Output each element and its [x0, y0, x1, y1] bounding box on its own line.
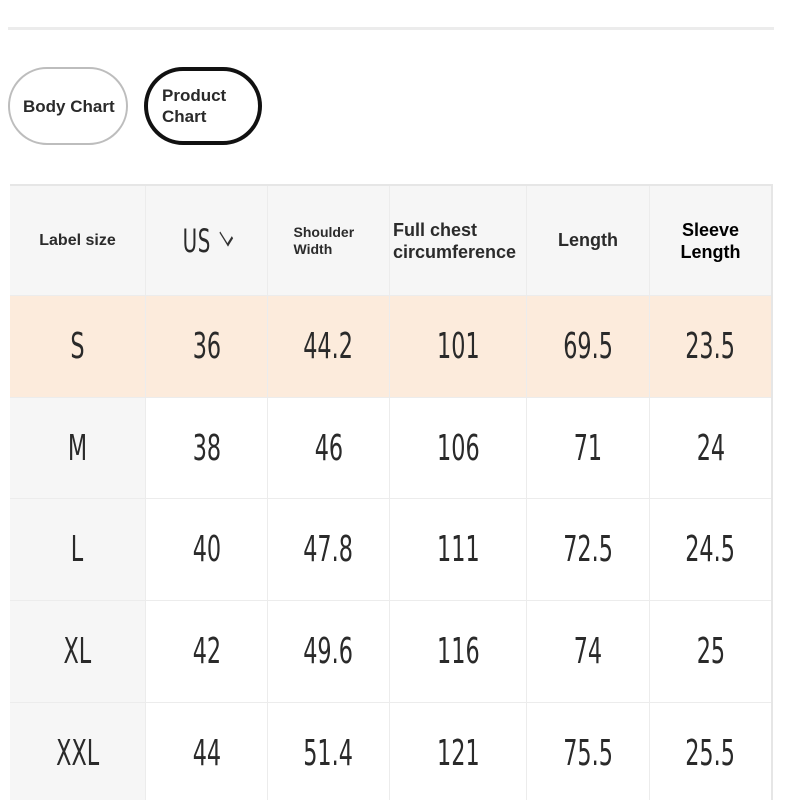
- header-length-text: Length: [558, 230, 618, 250]
- tab-body-chart[interactable]: [8, 67, 128, 145]
- cell-value: XL: [63, 631, 92, 672]
- cell-value: 101: [436, 326, 480, 367]
- table-cell-chest: [390, 296, 527, 398]
- table-cell-us: [146, 703, 268, 800]
- cell-value: 38: [192, 427, 221, 469]
- table-cell-us: [146, 499, 268, 601]
- table-cell-sleeve: [650, 296, 771, 398]
- tab-product-chart[interactable]: [144, 67, 262, 145]
- cell-value: 44: [192, 733, 221, 774]
- table-cell-size: [10, 398, 146, 499]
- cell-value: 116: [436, 631, 480, 672]
- table-cell-size: [10, 499, 146, 601]
- table-cell-size: [10, 703, 146, 800]
- unit-selector-label: US: [182, 221, 212, 260]
- unit-selector[interactable]: [146, 186, 268, 296]
- cell-value: 44.2: [303, 326, 354, 367]
- cell-value: 111: [436, 529, 480, 570]
- table-cell-chest: [390, 398, 527, 499]
- cell-value: 24.5: [685, 529, 736, 570]
- cell-value: 106: [436, 427, 480, 469]
- cell-value: XXL: [55, 733, 100, 774]
- table-cell-us: [146, 601, 268, 703]
- header-sleeve-length: [650, 186, 771, 296]
- cell-value: L: [71, 529, 84, 570]
- cell-value: 71: [573, 427, 603, 469]
- table-cell-sleeve: [650, 398, 771, 499]
- header-label-size-text: Label size: [39, 231, 116, 249]
- header-full-chest: [390, 186, 527, 296]
- table-cell-size: [10, 296, 146, 398]
- table-cell-size: [10, 601, 146, 703]
- table-cell-chest: [390, 499, 527, 601]
- cell-value: 25.5: [685, 733, 736, 774]
- table-cell-sleeve: [650, 499, 771, 601]
- table-cell-chest: [390, 703, 527, 800]
- table-cell-us: [146, 296, 268, 398]
- tab-product-chart-label: Product Chart: [162, 86, 227, 126]
- cell-value: 72.5: [563, 529, 613, 570]
- table-cell-shoulder: [268, 296, 390, 398]
- cell-value: 121: [436, 733, 480, 774]
- cell-value: 69.5: [563, 326, 613, 367]
- cell-value: 75.5: [563, 733, 613, 774]
- header-full-chest-text: Full chest circumference: [393, 219, 517, 262]
- unit-selector-content: [183, 222, 231, 260]
- table-cell-length: [527, 398, 650, 499]
- cell-value: 24: [696, 427, 725, 469]
- header-length: [527, 186, 650, 296]
- cell-value: 36: [192, 326, 221, 367]
- cell-value: 49.6: [303, 631, 354, 672]
- size-table: [10, 184, 773, 800]
- cell-value: 46: [314, 427, 343, 469]
- cell-value: 40: [192, 529, 221, 570]
- table-cell-length: [527, 703, 650, 800]
- table-cell-length: [527, 601, 650, 703]
- chevron-down-icon: [219, 224, 233, 246]
- header-shoulder-width-text: Shoulder Width: [293, 223, 355, 257]
- tab-body-chart-label: Body Chart: [23, 96, 115, 116]
- header-shoulder-width: [268, 186, 390, 296]
- table-cell-chest: [390, 601, 527, 703]
- cell-value: M: [67, 427, 88, 469]
- cell-value: 51.4: [303, 733, 354, 774]
- cell-value: 23.5: [685, 326, 736, 367]
- table-cell-us: [146, 398, 268, 499]
- cell-value: S: [70, 326, 85, 367]
- cell-value: 47.8: [303, 529, 354, 570]
- table-cell-shoulder: [268, 499, 390, 601]
- table-cell-length: [527, 296, 650, 398]
- table-cell-sleeve: [650, 601, 771, 703]
- table-cell-shoulder: [268, 398, 390, 499]
- table-cell-length: [527, 499, 650, 601]
- table-cell-shoulder: [268, 703, 390, 800]
- divider: [8, 27, 774, 30]
- cell-value: 25: [696, 631, 725, 672]
- size-table-grid: [10, 186, 771, 800]
- cell-value: 42: [192, 631, 221, 672]
- cell-value: 74: [573, 631, 603, 672]
- table-cell-sleeve: [650, 703, 771, 800]
- header-sleeve-length-text: Sleeve Length: [680, 219, 741, 262]
- table-cell-shoulder: [268, 601, 390, 703]
- header-label-size: [10, 186, 146, 296]
